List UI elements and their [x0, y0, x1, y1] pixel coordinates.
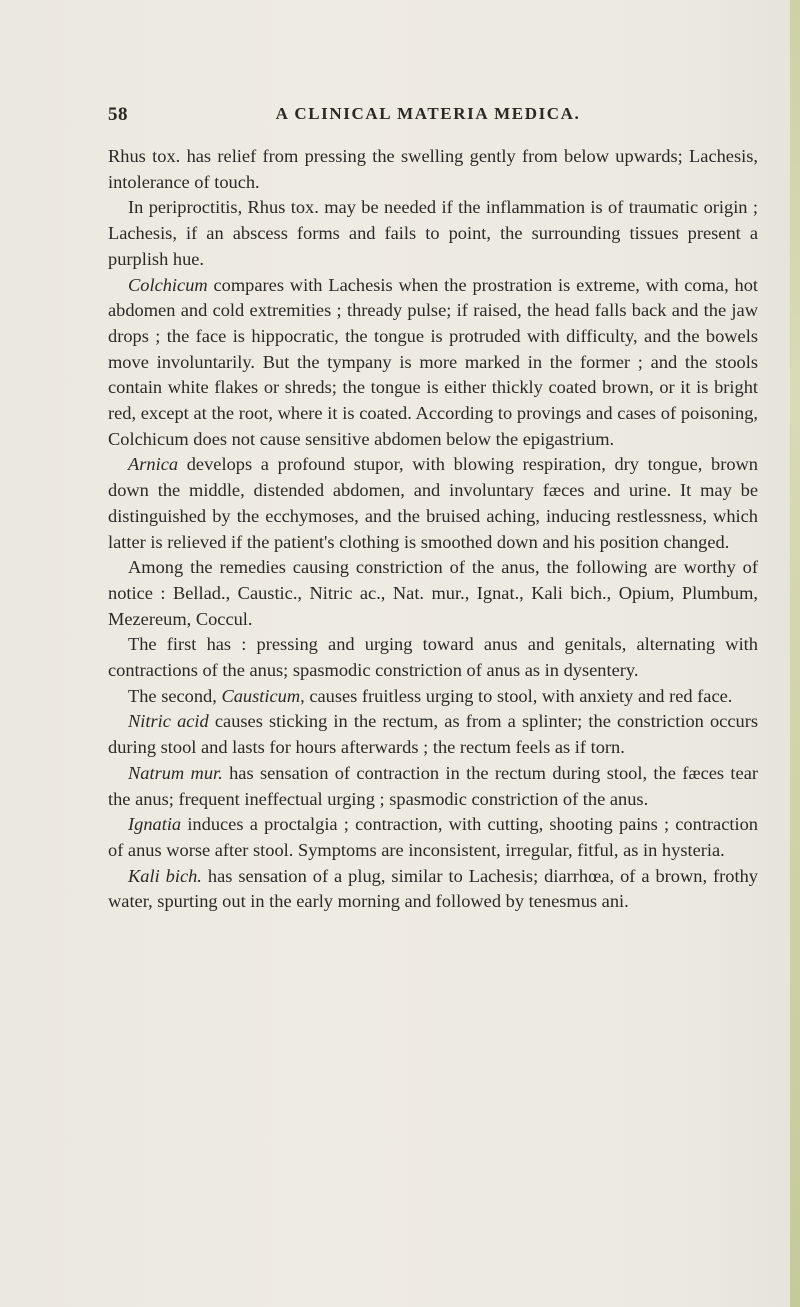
- running-head: [108, 104, 748, 130]
- remedy-name: Natrum mur.: [128, 762, 223, 783]
- paragraph-text: The first has : pressing and urging toward anus and genitals, alternating with contractions of the anus; spasmodic constriction of anus as in dysentery.: [108, 634, 758, 681]
- paragraph-text: In periproctitis, Rhus tox. may be needed if the inflammation is of traumatic origin ; Lachesis, if an abscess forms and fails to point, the surrounding tissues present a purplish hue.: [108, 197, 758, 269]
- paragraph-natrum-mur: [108, 761, 758, 812]
- page-edge: [790, 0, 800, 1307]
- paragraph-text: causes fruitless urging to stool, with anxiety and red face.: [304, 685, 733, 706]
- paragraph-text: has sensation of a plug, similar to Lachesis; diarrhœa, of a brown, frothy water, spurting out in the early morning and followed by tenesmus ani.: [108, 865, 758, 912]
- remedy-name: Causticum,: [221, 685, 305, 706]
- paragraph-text: compares with Lachesis when the prostration is extreme, with coma, hot abdomen and cold extremities ; thready pulse; if raised, the head falls back and the jaw drops ; the face is hippocratic, the tongue is protruded with difficulty, and the bowels move involuntarily. But the tympany is more marked in the former ; and the stools contain white flakes or shreds; the tongue is either thickly coated brown, or it is bright red, except at the root, where it is coated. According to provings and cases of poisoning, Colchicum does not cause sensitive abdomen below the epigastrium.: [108, 274, 758, 449]
- paragraph-rhus-tox: [108, 144, 758, 195]
- paragraph-text: induces a proctalgia ; contraction, with cutting, shooting pains ; contraction of anus worse after stool. Symptoms are inconsistent, irregular, fitful, as in hysteria.: [108, 814, 758, 860]
- remedy-name: Ignatia: [128, 814, 182, 835]
- paragraph-ignatia: [108, 812, 758, 863]
- paragraph-text: develops a profound stupor, with blowing respiration, dry tongue, brown down the middle, distended abdomen, and involuntary fæces and urine. It may be distinguished by the ecchymoses, and the bruised aching, inducing restlessness, which latter is relieved if the patient's clothing is smoothed down and his position changed.: [108, 454, 758, 552]
- remedy-name: Kali bich.: [128, 865, 202, 886]
- paragraph-text: Rhus tox. has relief from pressing the swelling gently from below upwards; Lachesis, intolerance of touch.: [108, 146, 758, 192]
- remedy-name: Arnica: [128, 454, 179, 475]
- paragraph-belladonna: [108, 632, 758, 683]
- paragraph-periproctitis: [108, 195, 758, 272]
- paragraph-text: has sensation of contraction in the rectum during stool, the fæces tear the anus; frequent ineffectual urging ; spasmodic constriction of the anus.: [108, 762, 758, 809]
- remedy-name: Colchicum: [128, 274, 208, 295]
- paragraph-arnica: [108, 452, 758, 555]
- paragraph-lead: The second,: [128, 685, 222, 706]
- remedy-name: Nitric acid: [128, 711, 209, 732]
- body-text: [108, 144, 758, 915]
- paragraph-nitric-acid: [108, 709, 758, 760]
- paragraph-colchicum: [108, 273, 758, 453]
- paragraph-constriction-remedies: [108, 555, 758, 632]
- page-number: 58: [108, 104, 128, 125]
- paragraph-text: causes sticking in the rectum, as from a splinter; the constriction occurs during stool and lasts for hours afterwards ; the rectum feels as if torn.: [108, 711, 758, 758]
- paragraph-text: Among the remedies causing constriction of the anus, the following are worthy of notice : Bellad., Caustic., Nitric ac., Nat. mur., Ignat., Kali bich., Opium, Plumbum, Mezereum, Coccul.: [108, 557, 758, 629]
- running-title: A CLINICAL MATERIA MEDICA.: [275, 104, 581, 123]
- paragraph-causticum: [108, 684, 758, 710]
- paragraph-kali-bich: [108, 864, 758, 915]
